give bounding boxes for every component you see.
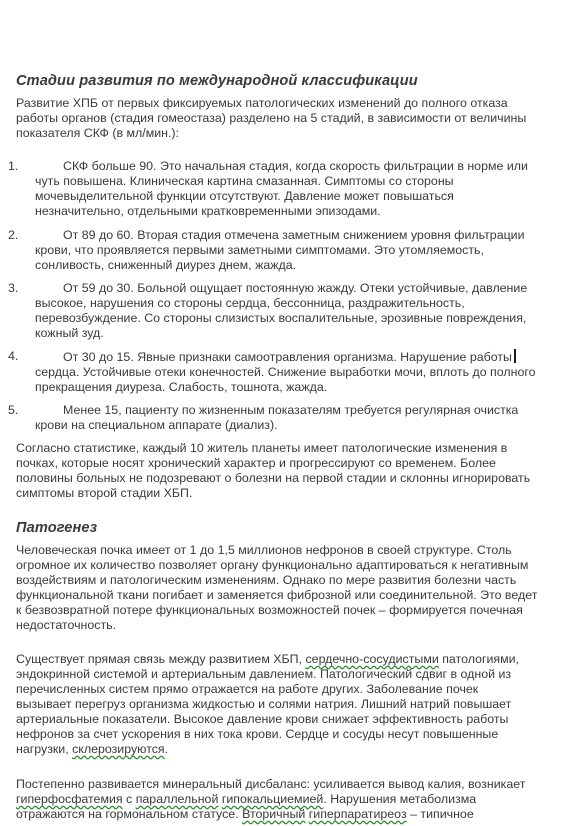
spellcheck-word: гипокальциемией (221, 792, 324, 806)
text-line: огромное их количество позволяет органу функционально адаптироваться к негативным (16, 558, 529, 572)
spellcheck-word: гиперпаратиреоз (308, 807, 407, 821)
intro-paragraph (16, 96, 556, 141)
text-line: Человеческая почка имеет от 1 до 1,5 миллионов нефронов в своей структуре. Столь (16, 543, 512, 557)
spellcheck-word: Вторичный (242, 807, 306, 821)
text-line: функциональной ткани погибает и заменяется фиброзной или соединительной. Это ведет (16, 588, 538, 602)
text-line (16, 652, 556, 667)
text-line: симптомы второй стадии ХБП. (16, 486, 193, 500)
text-segment: нагрузки, (16, 742, 73, 756)
text-line (16, 792, 556, 807)
text-line: вызывает перегруз организма жидкостью и солями натрия. Лишний натрий повышает (16, 697, 512, 711)
text-segment: . Нарушения метаболизма (323, 792, 477, 806)
spellcheck-word: гиперфосфатемия (16, 792, 123, 806)
list-number: 5. (8, 403, 19, 417)
text-line: почках, которые носят хронический характер и прогрессируют со временем. Более (16, 456, 496, 470)
text-line (16, 807, 556, 822)
text-line: сонливость, сниженный диурез днем, жажда. (35, 258, 297, 272)
text-line (16, 742, 556, 757)
list-number: 1. (8, 159, 19, 173)
text-line: к безвозвратной потере функциональных возможностей почек – формируется почечная (16, 603, 523, 617)
text-line: СКФ больше 90. Это начальная стадия, когда скорость фильтрации в норме или (63, 159, 528, 173)
text-line: мочевыделительной функции отсутствуют. Давление может повышаться (35, 189, 454, 203)
text-segment: с (122, 792, 136, 806)
text-line: показателя СКФ (в мл/мин.): (16, 126, 179, 140)
text-line: Менее 15, пациенту по жизненным показателям требуется регулярная очистка (63, 403, 519, 417)
pathogenesis-paragraph-3 (16, 777, 556, 822)
text-line (35, 349, 556, 365)
text-line: перечисленных систем прямо отражается на работе других. Заболевание почек (16, 682, 479, 696)
text-line: половины больных не подозревают о болезни на первой стадии и склонны игнорировать (16, 471, 531, 485)
text-segment: – типичное (406, 807, 474, 821)
text-line: крови, что проявляется первыми заметными симптомами. Это утомляемость, (35, 243, 484, 257)
stage-list-item-4 (8, 349, 556, 395)
text-line: недостаточность. (16, 618, 117, 632)
text-line: эндокринной системой и артериальным давлением. Патологический сдвиг в одной из (16, 667, 512, 681)
list-number: 4. (8, 349, 19, 363)
statistics-paragraph (16, 441, 556, 501)
text-line: незначительно, отдельными кратковременными эпизодами. (35, 204, 381, 218)
stage-list-item-1 (8, 159, 556, 219)
text-line: работы органов (стадия гомеостаза) разделено на 5 стадий, в зависимости от величины (16, 111, 527, 125)
list-number: 3. (8, 281, 19, 295)
section-heading-stages: Стадии развития по международной классификации (16, 73, 418, 89)
pathogenesis-paragraph-1 (16, 543, 556, 633)
spellcheck-word: сердечно-сосудистыми (305, 652, 439, 666)
text-line: нефронов за счет ускорения в них тока крови. Сердце и сосуды несут повышенные (16, 727, 499, 741)
text-segment: От 30 до 15. Явные признаки самоотравления организма. Нарушение работы (63, 350, 512, 364)
text-line: воздействиям и патологическим изменениям. Однако по мере развития болезни часть (16, 573, 517, 587)
text-line: кожный зуд. (35, 326, 104, 340)
text-segment: Существует прямая связь между развитием ХБП, (16, 652, 306, 666)
text-segment: . (164, 742, 169, 756)
text-segment: отражаются на гормональном статусе. (16, 807, 243, 821)
text-line: артериальные показатели. Высокое давление крови снижает эффективность работы (16, 712, 509, 726)
list-number: 2. (8, 228, 19, 242)
stage-list-item-5 (8, 403, 556, 433)
text-line: От 59 до 30. Больной ощущает постоянную жажду. Отеки устойчивые, давление (63, 281, 528, 295)
text-line: высокое, нарушения со стороны сердца, бессонница, раздражительность, (35, 296, 465, 310)
text-line: Согласно статистике, каждый 10 житель планеты имеет патологические изменения в (16, 441, 508, 455)
text-cursor (514, 349, 516, 363)
text-line: прекращения диуреза. Слабость, тошнота, жажда. (35, 380, 328, 394)
stage-list-item-2 (8, 228, 556, 273)
spellcheck-word: склерозируются (72, 742, 165, 756)
text-line: Развитие ХПБ от первых фиксируемых патологических изменений до полного отказа (16, 96, 508, 110)
stage-list-item-3 (8, 281, 556, 341)
text-line: крови на специальном аппарате (диализ). (35, 418, 278, 432)
text-segment: патологиями, (438, 652, 519, 666)
text-line: Постепенно развивается минеральный дисбаланс: усиливается вывод калия, возникает (16, 777, 526, 791)
text-line: сердца. Устойчивые отеки конечностей. Снижение выработки мочи, вплоть до полного (35, 365, 536, 379)
text-line: чуть повышена. Клиническая картина смазанная. Симптомы со стороны (35, 174, 454, 188)
section-heading-pathogenesis: Патогенез (16, 520, 98, 536)
pathogenesis-paragraph-2 (16, 652, 556, 757)
text-line: перевозбуждение. Со стороны слизистых воспалительные, эрозивные повреждения, (35, 311, 527, 325)
text-line: От 89 до 60. Вторая стадия отмечена заметным снижением уровня фильтрации (63, 228, 525, 242)
spellcheck-word: параллельной (135, 792, 219, 806)
